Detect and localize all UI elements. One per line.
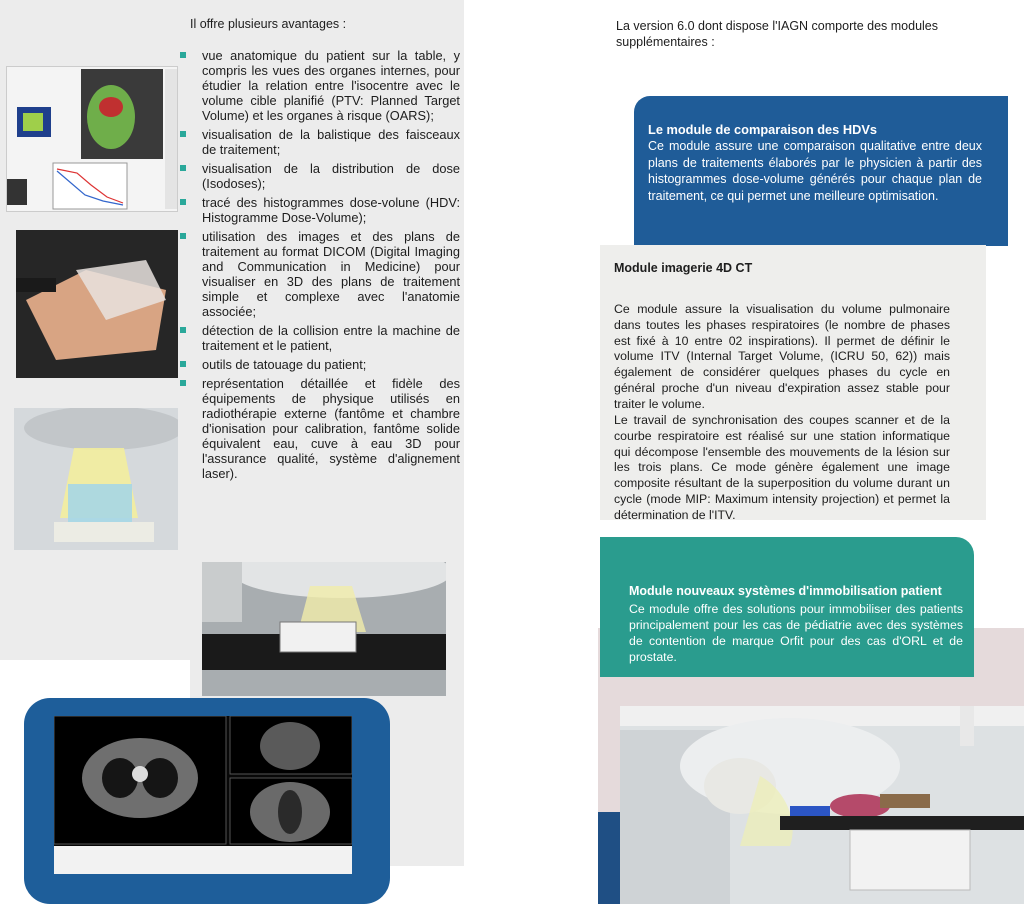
advantages-intro: Il offre plusieurs avantages : [190,17,347,31]
list-item-text: visualisation de la balistique des faisceaux de traitement; [202,127,460,157]
bullet-icon [180,233,186,239]
linac-patient-image [620,706,1024,904]
bullet-icon [180,52,186,58]
ct4d-module-box [600,245,986,520]
list-item-text: utilisation des images et des plans de traitement au format DICOM (Digital Imaging and Communication in Medicine) pour visualiser en 3D des plans de traitement simple et complexe avec l'anatomie associée; [202,229,460,319]
list-item-text: détection de la collision entre la machine de traitement et le patient, [202,323,460,353]
list-item [178,195,460,225]
ct4d-module-title: Module imagerie 4D CT [614,261,753,275]
list-item [178,323,460,353]
hdv-module-box [634,96,1008,246]
immobilisation-module-title: Module nouveaux systèmes d'immobilisation patient [629,584,942,598]
patient-3d-illustration [16,230,178,378]
linac-phantom-image [14,408,178,550]
ct4d-module-paragraph-2: Le travail de synchronisation des coupes scanner et de la courbe respiratoire est réalisé sur une station informatique qui décompose l'ensemble des mouvements de la lésion sur les trois plans. Ce mode génère également une image composite résultant de la superposition du volume durant un cycle (mode MIP: Maximum intensity projection) et permet la détermination de l'ITV. [614,413,950,522]
bullet-icon [180,361,186,367]
linac-patient-illustration [620,706,1024,904]
modules-intro: La version 6.0 dont dispose l'IAGN comporte des modules supplémentaires : [616,19,939,49]
list-item [178,357,460,372]
list-item [178,376,460,481]
list-item [178,48,460,123]
list-item [178,229,460,319]
water-phantom-image [202,562,446,696]
water-phantom-illustration [202,562,446,696]
bullet-icon [180,131,186,137]
hdv-module-body: Ce module assure une comparaison qualitative entre deux plans de traitements élaborés par le physicien à partir des histogrammes dose-volume générés pour chaque plan de traitement, ce qui permet une meilleure optimisation. [648,139,982,203]
navy-accent-strip [598,812,620,904]
advantages-list [178,48,460,485]
software-screenshot-image [6,66,178,212]
list-item-text: représentation détaillée et fidèle des équipements de physique utilisés en radiothérapie externe (fantôme et chambre d'ionisation pour calibration, fantôme solide équivalent eau, cuve à eau 3D pour l'assurance qualité, système d'alignement laser). [202,376,460,481]
list-item-text: outils de tatouage du patient; [202,357,367,372]
linac-phantom-illustration [14,408,178,550]
bullet-icon [180,327,186,333]
list-item [178,127,460,157]
ct-slices-illustration [54,716,352,874]
list-item-text: tracé des histogrammes dose-volune (HDV: Histogramme Dose-Volume); [202,195,460,225]
bullet-icon [180,165,186,171]
list-item [178,161,460,191]
immobilisation-module-body: Ce module offre des solutions pour immobiliser des patients principalement pour les cas de pédiatrie avec des systèmes de contention de marque Orfit pour des cas d'ORL et de prostate. [629,602,963,664]
immobilisation-module-box [600,537,974,677]
bullet-icon [180,199,186,205]
patient-3d-model-image [16,230,178,378]
software-screenshot-illustration [7,67,178,212]
list-item-text: visualisation de la distribution de dose (Isodoses); [202,161,460,191]
ct-slices-image [54,716,352,874]
bullet-icon [180,380,186,386]
ct4d-module-paragraph-1: Ce module assure la visualisation du volume pulmonaire dans toutes les phases respiratoires (le nombre de phases est fixé à 10 entre 02 inspirations). Il permet de définir le volume ITV (Internal Target Volume, (ICRU 50, 62)) mais également de considérer quelques phases du cycle en général proche d'un niveau d'expiration assez stable pour traiter le volume. [614,302,950,411]
list-item-text: vue anatomique du patient sur la table, y compris les vues des organes internes, pour étudier la relation entre l'isocentre avec le volume cible planifié (PTV: Planned Target Volume) et les organes à risque (OARS); [202,48,460,123]
hdv-module-title: Le module de comparaison des HDVs [648,122,877,137]
